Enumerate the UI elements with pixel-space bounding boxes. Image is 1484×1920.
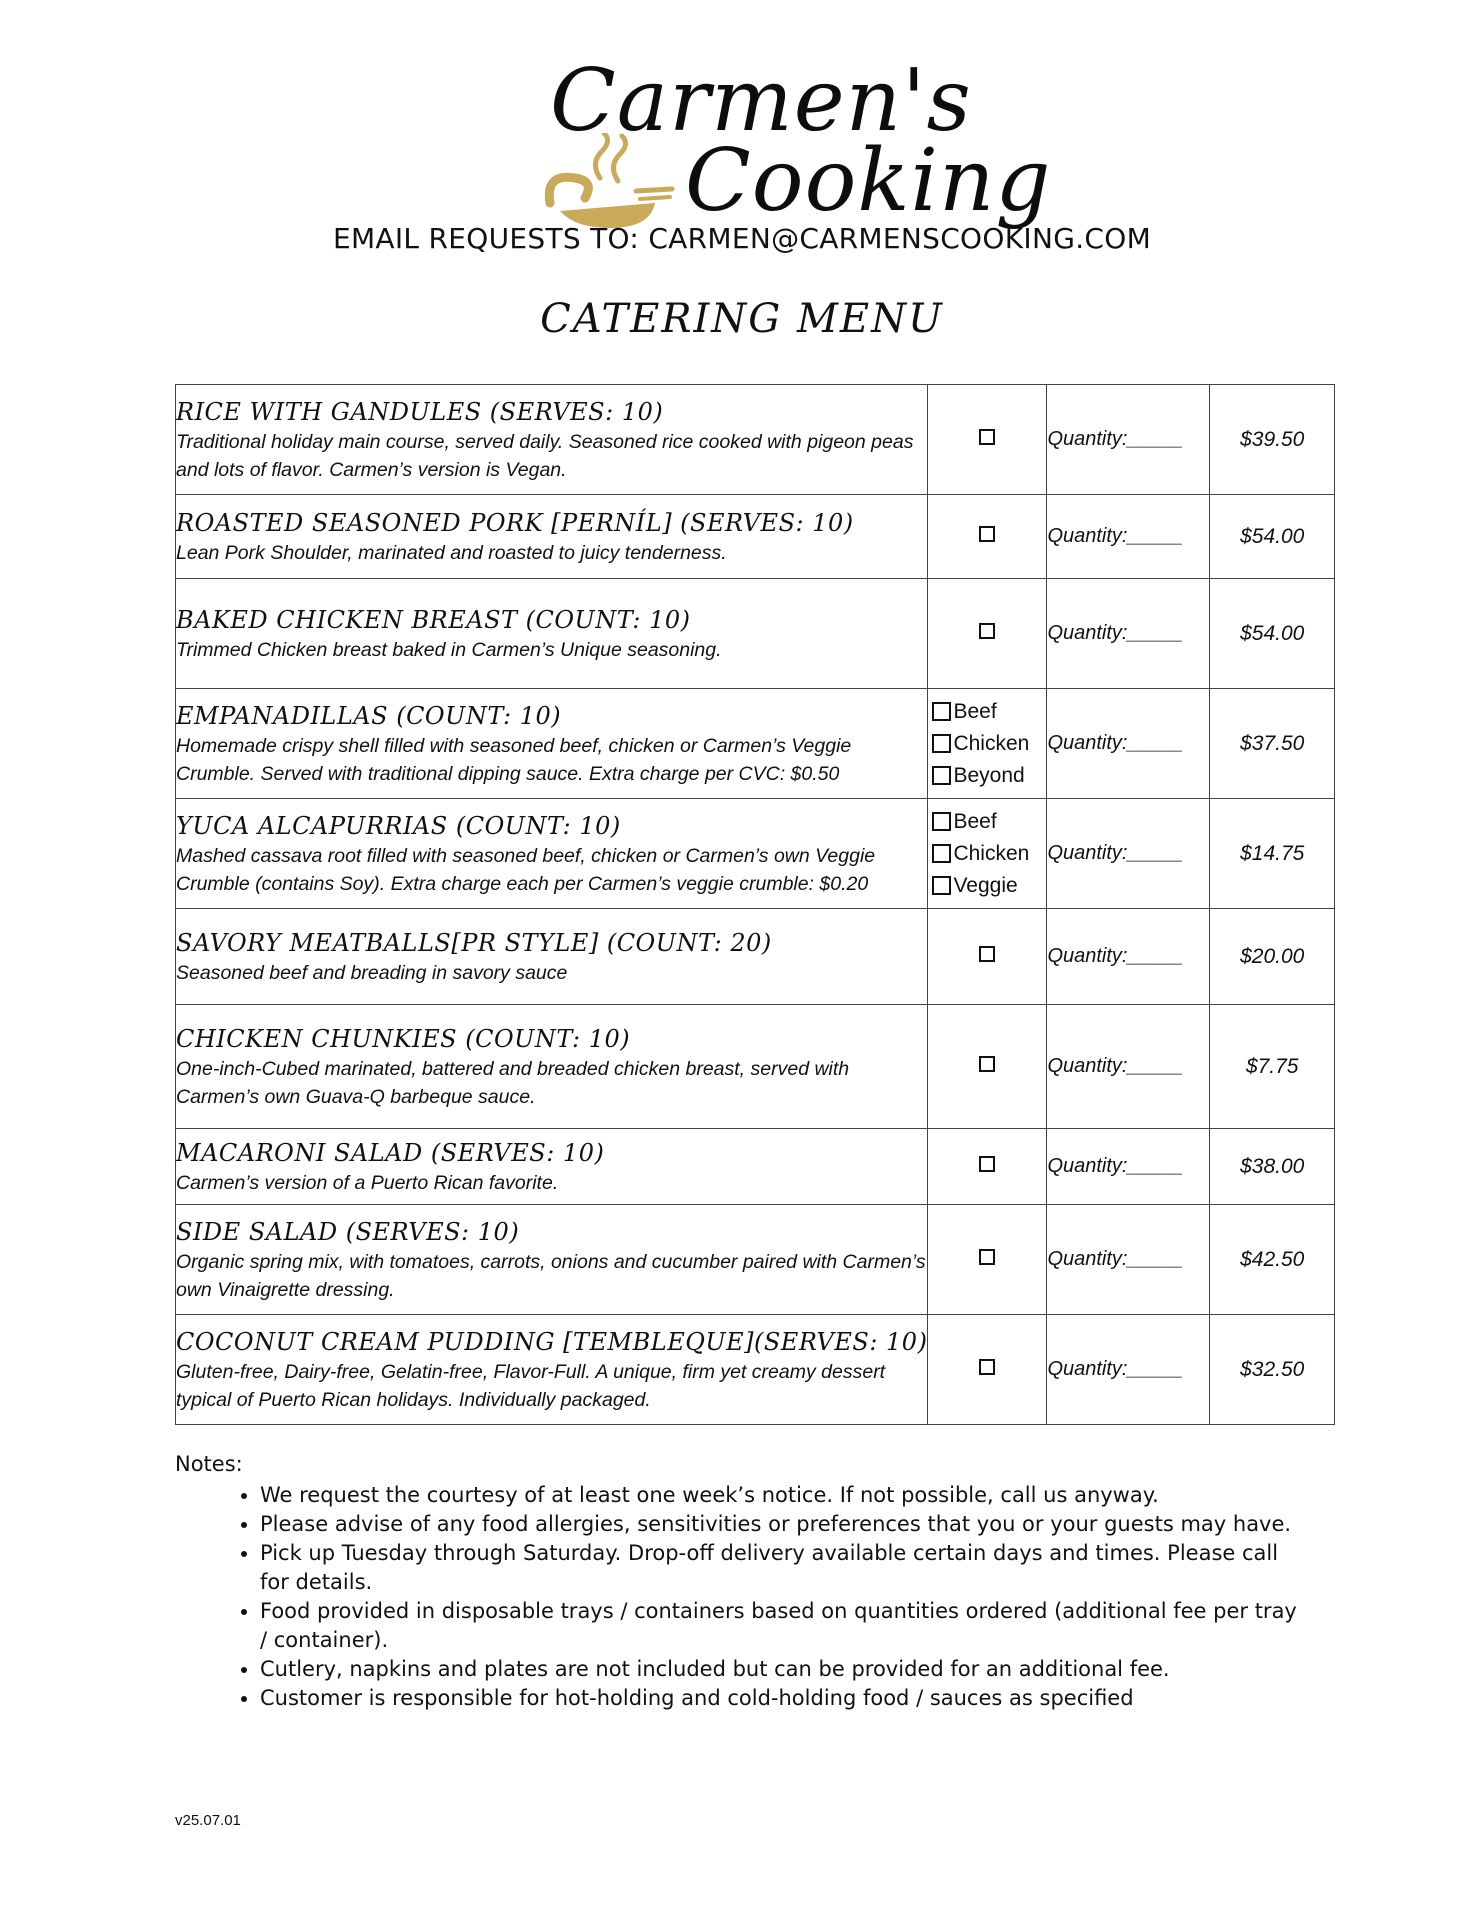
item-desc: Organic spring mix, with tomatoes, carrots, onions and cucumber paired with Carmen’s own Vinaigrette dressing. [176, 1250, 926, 1301]
note-item: • Cutlery, napkins and plates are not included but can be provided for an additional fee. [260, 1655, 1305, 1684]
filling-option[interactable] [932, 760, 1046, 792]
item-price: $39.50 [1210, 385, 1335, 495]
item-checkbox[interactable] [979, 623, 995, 639]
logo-text-carmens: Carmen's [550, 51, 972, 151]
filling-option[interactable] [932, 806, 1046, 838]
item-name: BAKED CHICKEN BREAST (COUNT: 10) [176, 605, 691, 634]
quantity-field[interactable]: Quantity:_____ [1047, 579, 1210, 689]
item-checkbox[interactable] [979, 526, 995, 542]
menu-item-row [176, 909, 1335, 1005]
catering-menu-table [175, 384, 1335, 1425]
quantity-field[interactable]: Quantity:_____ [1047, 1315, 1210, 1425]
item-description-cell [176, 1315, 928, 1425]
quantity-field[interactable]: Quantity:_____ [1047, 799, 1210, 909]
checkbox-icon[interactable] [932, 876, 951, 895]
item-select-cell [928, 495, 1047, 579]
checkbox-icon[interactable] [932, 812, 951, 831]
item-name: RICE WITH GANDULES (SERVES: 10) [176, 397, 664, 426]
item-description-cell [176, 1205, 928, 1315]
menu-item-row [176, 579, 1335, 689]
item-name: COCONUT CREAM PUDDING [TEMBLEQUE](SERVES: 10) [176, 1327, 928, 1356]
item-desc: Carmen’s version of a Puerto Rican favorite. [176, 1171, 559, 1194]
quantity-field[interactable]: Quantity:_____ [1047, 909, 1210, 1005]
note-item: • We request the courtesy of at least one week’s notice. If not possible, call us anyway. [260, 1481, 1305, 1510]
item-description-cell [176, 1129, 928, 1205]
filling-option-label: Veggie [953, 873, 1018, 897]
note-item: • Customer is responsible for hot-holding and cold-holding food / sauces as specified [260, 1684, 1305, 1713]
quantity-field[interactable]: Quantity:_____ [1047, 689, 1210, 799]
item-price: $7.75 [1210, 1005, 1335, 1129]
filling-option-label: Chicken [953, 731, 1030, 755]
steaming-dish-icon [540, 133, 680, 233]
item-description-cell [176, 385, 928, 495]
filling-option-label: Beef [953, 699, 997, 723]
filling-options [928, 696, 1046, 792]
checkbox-icon[interactable] [932, 734, 951, 753]
menu-item-row [176, 385, 1335, 495]
carmens-cooking-logo [540, 51, 1052, 238]
item-select-cell [928, 909, 1047, 1005]
notes-title: Notes: [175, 1452, 243, 1476]
quantity-field[interactable]: Quantity:_____ [1047, 495, 1210, 579]
item-checkbox[interactable] [979, 946, 995, 962]
email-requests-line: EMAIL REQUESTS TO: CARMEN@CARMENSCOOKING.COM [332, 222, 1152, 255]
item-description-cell [176, 799, 928, 909]
item-select-cell [928, 1005, 1047, 1129]
note-item: • Please advise of any food allergies, sensitivities or preferences that you or your guests may have. [260, 1510, 1305, 1539]
item-select-cell [928, 1129, 1047, 1205]
note-item: • Pick up Tuesday through Saturday. Drop-off delivery available certain days and times. Please call for details. [260, 1539, 1305, 1597]
item-name: SAVORY MEATBALLS[PR STYLE] (COUNT: 20) [176, 928, 772, 957]
item-desc: One-inch-Cubed marinated, battered and breaded chicken breast, served with Carmen’s own Guava-Q barbeque sauce. [176, 1057, 850, 1108]
item-price: $20.00 [1210, 909, 1335, 1005]
item-description-cell [176, 909, 928, 1005]
item-price: $38.00 [1210, 1129, 1335, 1205]
item-checkbox[interactable] [979, 1249, 995, 1265]
item-checkbox[interactable] [979, 1056, 995, 1072]
menu-item-row [176, 1315, 1335, 1425]
menu-item-row [176, 799, 1335, 909]
quantity-field[interactable]: Quantity:_____ [1047, 385, 1210, 495]
item-select-cell [928, 1315, 1047, 1425]
item-select-cell [928, 579, 1047, 689]
filling-option[interactable] [932, 838, 1046, 870]
item-description-cell [176, 689, 928, 799]
menu-item-row [176, 1129, 1335, 1205]
item-name: EMPANADILLAS (COUNT: 10) [176, 701, 562, 730]
quantity-field[interactable]: Quantity:_____ [1047, 1005, 1210, 1129]
item-select-cell [928, 1205, 1047, 1315]
note-item: • Food provided in disposable trays / containers based on quantities ordered (additional fee per tray / container). [260, 1597, 1305, 1655]
item-price: $37.50 [1210, 689, 1335, 799]
item-name: CHICKEN CHUNKIES (COUNT: 10) [176, 1024, 631, 1053]
item-description-cell [176, 495, 928, 579]
item-checkbox[interactable] [979, 429, 995, 445]
item-name: ROASTED SEASONED PORK [PERNÍL] (SERVES: 10) [176, 508, 854, 537]
checkbox-icon[interactable] [932, 766, 951, 785]
item-select-cell [928, 385, 1047, 495]
item-name: MACARONI SALAD (SERVES: 10) [176, 1138, 605, 1167]
item-name: YUCA ALCAPURRIAS (COUNT: 10) [176, 811, 621, 840]
page-title: CATERING MENU [540, 296, 944, 342]
menu-item-row [176, 495, 1335, 579]
item-desc: Traditional holiday main course, served daily. Seasoned rice cooked with pigeon peas and lots of flavor. Carmen’s version is Vegan. [176, 430, 914, 481]
item-desc: Gluten-free, Dairy-free, Gelatin-free, Flavor-Full. A unique, firm yet creamy dessert typical of Puerto Rican holidays. Individually packaged. [176, 1360, 886, 1411]
menu-item-row [176, 1205, 1335, 1315]
filling-option[interactable] [932, 696, 1046, 728]
item-select-cell [928, 689, 1047, 799]
item-price: $32.50 [1210, 1315, 1335, 1425]
quantity-field[interactable]: Quantity:_____ [1047, 1129, 1210, 1205]
menu-item-row [176, 1005, 1335, 1129]
filling-option[interactable] [932, 870, 1046, 902]
notes-list [175, 1481, 1305, 1713]
item-checkbox[interactable] [979, 1156, 995, 1172]
item-price: $42.50 [1210, 1205, 1335, 1315]
item-price: $54.00 [1210, 495, 1335, 579]
item-desc: Trimmed Chicken breast baked in Carmen’s Unique seasoning. [176, 638, 722, 661]
notes-section [175, 1450, 1305, 1713]
item-price: $14.75 [1210, 799, 1335, 909]
checkbox-icon[interactable] [932, 702, 951, 721]
item-desc: Lean Pork Shoulder, marinated and roasted to juicy tenderness. [176, 541, 727, 564]
item-desc: Seasoned beef and breading in savory sauce [176, 961, 568, 984]
item-desc: Homemade crispy shell filled with seasoned beef, chicken or Carmen’s Veggie Crumble. Served with traditional dipping sauce. Extra charge per CVC: $0.50 [176, 734, 852, 785]
menu-item-row [176, 689, 1335, 799]
filling-option-label: Beyond [953, 763, 1025, 787]
item-name: SIDE SALAD (SERVES: 10) [176, 1217, 520, 1246]
item-description-cell [176, 579, 928, 689]
item-description-cell [176, 1005, 928, 1129]
version-label: v25.07.01 [175, 1812, 241, 1829]
item-desc: Mashed cassava root filled with seasoned beef, chicken or Carmen’s own Veggie Crumble (contains Soy). Extra charge each per Carmen’s veggie crumble: $0.20 [176, 844, 876, 895]
filling-option[interactable] [932, 728, 1046, 760]
item-select-cell [928, 799, 1047, 909]
item-price: $54.00 [1210, 579, 1335, 689]
item-checkbox[interactable] [979, 1359, 995, 1375]
checkbox-icon[interactable] [932, 844, 951, 863]
logo-text-cooking: Cooking [685, 131, 1052, 231]
filling-option-label: Chicken [953, 841, 1030, 865]
filling-options [928, 806, 1046, 902]
filling-option-label: Beef [953, 809, 997, 833]
quantity-field[interactable]: Quantity:_____ [1047, 1205, 1210, 1315]
